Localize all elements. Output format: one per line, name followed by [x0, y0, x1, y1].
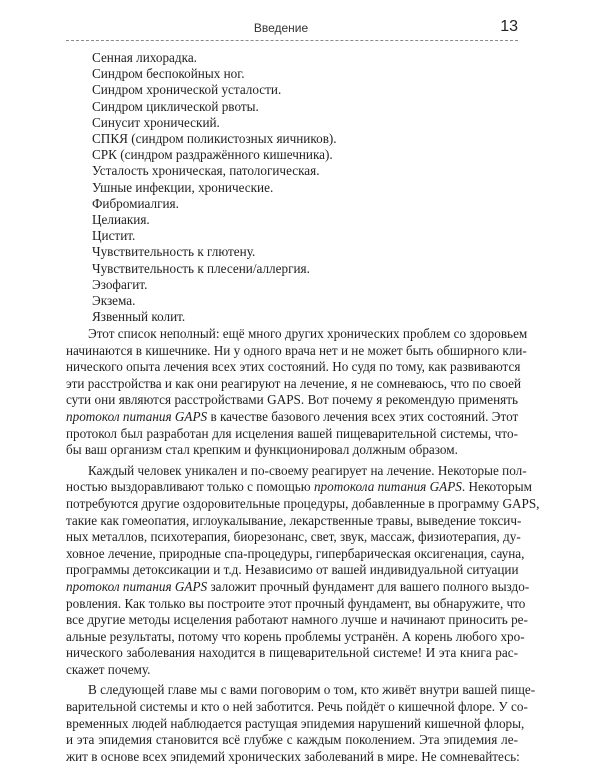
text-line: варительной системы и кто о ней заботится. Речь пойдёт о кишечной флоре. У со-: [66, 699, 528, 715]
text-line: жит в основе всех эпидемий хронических заболеваний в мире. Не сомневайтесь:: [66, 748, 520, 764]
text-line: и эта эпидемия становится всё глубже с каждым поколением. Эта эпидемия ле-: [66, 732, 518, 748]
text-line: нического заболевания находится в пищеварительной системе! И эта книга рас-: [66, 645, 518, 661]
text-line: Каждый человек уникален и по-своему реагирует на лечение. Некоторые пол-: [88, 462, 527, 478]
paragraph-1: [66, 326, 528, 459]
text-line: ровления. Как только вы построите этот прочный фундамент, вы обнаружите, что: [66, 595, 526, 611]
list-item: Синдром хронической усталости.: [92, 82, 282, 98]
conditions-list: [92, 50, 512, 325]
text-line: бы ваш организм стал крепким и функционировал должным образом.: [66, 442, 458, 458]
italic-term: протокол питания GAPS: [66, 578, 208, 594]
text-line: программы детоксикации и т.д. Независимо от вашей индивидуальной ситуации: [66, 562, 519, 578]
text-line: такие как гомеопатия, иглоукалывание, лекарственные травы, выведение токсич-: [66, 512, 522, 528]
text-line: ных металлов, психотерапия, биорезонанс, свет, звук, массаж, физиотерапия, ду-: [66, 529, 521, 545]
italic-term: протокол питания GAPS: [66, 408, 208, 424]
text-segment: заложит прочный фундамент для вашего полного выздо-: [207, 578, 530, 594]
list-item: Целиакия.: [92, 212, 150, 228]
text-line: нического опыта лечения всех этих состояний. Но судя по тому, как развиваются: [66, 359, 521, 375]
list-item: Чувствительность к плесени/аллергия.: [92, 260, 310, 276]
list-item: Язвенный колит.: [92, 309, 186, 325]
running-header: [66, 18, 518, 41]
list-item: Усталость хроническая, патологическая.: [92, 163, 320, 179]
text-line: В следующей главе мы с вами поговорим о том, кто живёт внутри вашей пище-: [88, 682, 536, 698]
text-line: потребуются другие оздоровительные процедуры, добавленные в программу GAPS,: [66, 495, 540, 511]
text-line: временных людей наблюдается растущая эпидемия нарушений кишечной флоры,: [66, 715, 525, 731]
chapter-title: Введение: [253, 21, 309, 35]
text-line: [66, 578, 530, 596]
paragraph-2: [66, 462, 540, 679]
text-segment: в качестве базового лечения всех этих состояний. Этот: [207, 408, 519, 424]
body-text: [66, 326, 540, 769]
list-item: СРК (синдром раздражённого кишечника).: [92, 147, 333, 163]
text-line: [66, 409, 518, 426]
list-item: Цистит.: [92, 228, 136, 244]
list-item: Синдром циклической рвоты.: [92, 98, 259, 114]
text-segment: ностью выздоравливают только с помощью: [66, 479, 314, 495]
text-line: протокол был разработан для исцеления вашей пищеварительной системы, что-: [66, 425, 518, 441]
text-line: ховное лечение, природные спа-процедуры, гипербарическая оксигенация, сауна,: [66, 545, 525, 561]
list-item: Синусит хронический.: [92, 114, 220, 130]
text-line: все другие методы исцеления работают намного лучше и начинают приносить ре-: [66, 612, 528, 628]
list-item: Сенная лихорадка.: [92, 50, 197, 65]
text-line: альные результаты, потому что корень проблемы устранён. А корень любого хро-: [66, 628, 525, 644]
text-line: Этот список неполный: ещё много других хронических проблем со здоровьем: [88, 326, 528, 341]
text-line: сути они являются расстройствами GAPS. Вот почему я рекомендую применять: [66, 392, 518, 408]
list-item: Экзема.: [92, 293, 136, 309]
text-segment: . Некоторым: [461, 479, 532, 495]
text-line: эти расстройства и как они реагируют на лечение, я не сомневаюсь, что по своей: [66, 375, 522, 391]
text-line: скажет почему.: [66, 661, 151, 677]
text-line: начинаются в кишечнике. Ни у одного врача нет и не может быть обширного кли-: [66, 342, 527, 358]
list-item: Фибромиалгия.: [92, 195, 179, 211]
text-line: [66, 479, 532, 496]
page-number: 13: [500, 18, 518, 35]
list-item: СПКЯ (синдром поликистозных яичников).: [92, 131, 337, 147]
list-item: Синдром беспокойных ног.: [92, 66, 245, 82]
paragraph-3: [66, 682, 536, 765]
list-item: Ушные инфекции, хронические.: [92, 179, 274, 195]
list-item: Чувствительность к глютену.: [92, 244, 256, 260]
italic-term: протокола питания GAPS: [313, 479, 462, 495]
list-item: Эзофагит.: [92, 276, 148, 292]
